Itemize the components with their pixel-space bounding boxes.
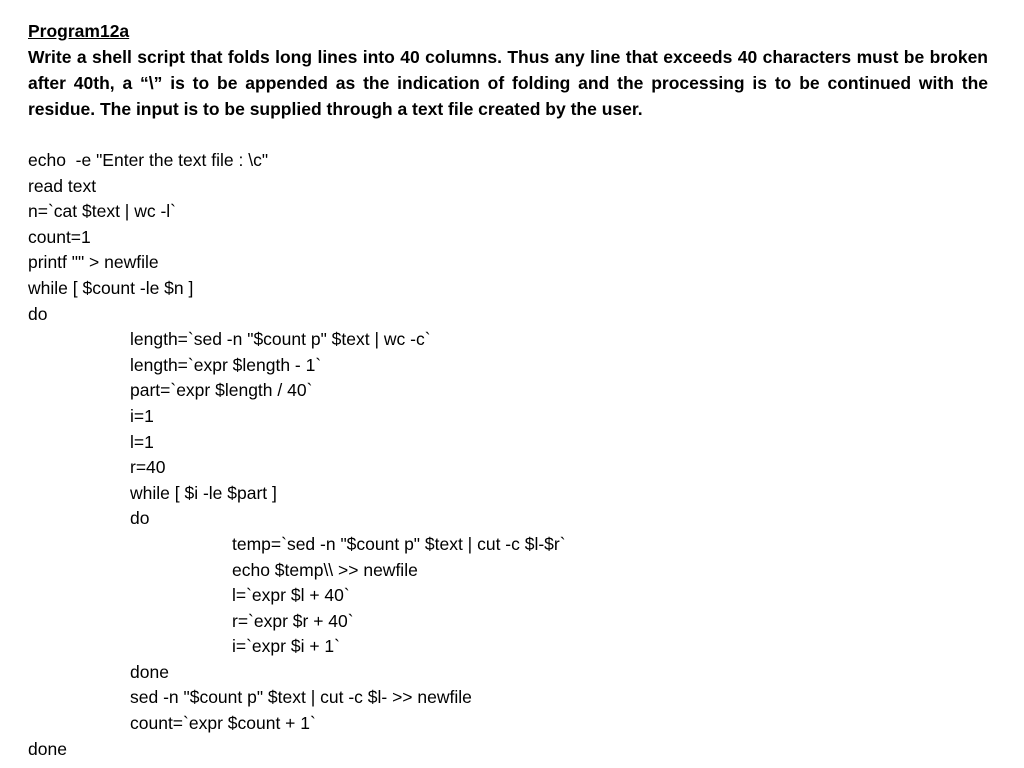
code-line: l=`expr $l + 40` [232,585,350,606]
code-line: do [28,303,48,324]
task-description: Write a shell script that folds long lines into 40 columns. Thus any line that exceeds 40 characters must be broken after 40th, a “\” is to be appended as the indication of folding and the processing is to be continued with the residue. The input is to be supplied through a text file created by the user. [28,47,988,119]
code-line: while [ $i -le $part ] [130,482,277,503]
code-line: i=`expr $i + 1` [232,636,340,657]
code-line: r=`expr $r + 40` [232,610,354,631]
code-line: i=1 [130,405,154,426]
code-line: done [28,738,67,759]
code-line: while [ $count -le $n ] [28,277,194,298]
code-line: count=`expr $count + 1` [130,713,316,734]
code-line: echo $temp\\ >> newfile [232,559,418,580]
code-line: n=`cat $text | wc -l` [28,201,176,222]
code-line: printf "" > newfile [28,252,159,273]
spacer [28,122,988,148]
code-block [28,148,988,762]
code-line: temp=`sed -n "$count p" $text | cut -c $l-$r` [232,533,566,554]
code-line: r=40 [130,457,166,478]
code-line: count=1 [28,226,91,247]
code-line: length=`sed -n "$count p" $text | wc -c` [130,329,431,350]
code-line: sed -n "$count p" $text | cut -c $l- >> newfile [130,687,472,708]
program-title: Program12a [28,21,130,41]
code-line: l=1 [130,431,154,452]
slide [28,18,988,762]
code-line: done [130,661,169,682]
code-line: part=`expr $length / 40` [130,380,313,401]
code-line: echo -e "Enter the text file : \c" [28,150,269,170]
code-line: length=`expr $length - 1` [130,354,322,375]
code-line: do [130,508,150,529]
code-line: read text [28,175,97,196]
